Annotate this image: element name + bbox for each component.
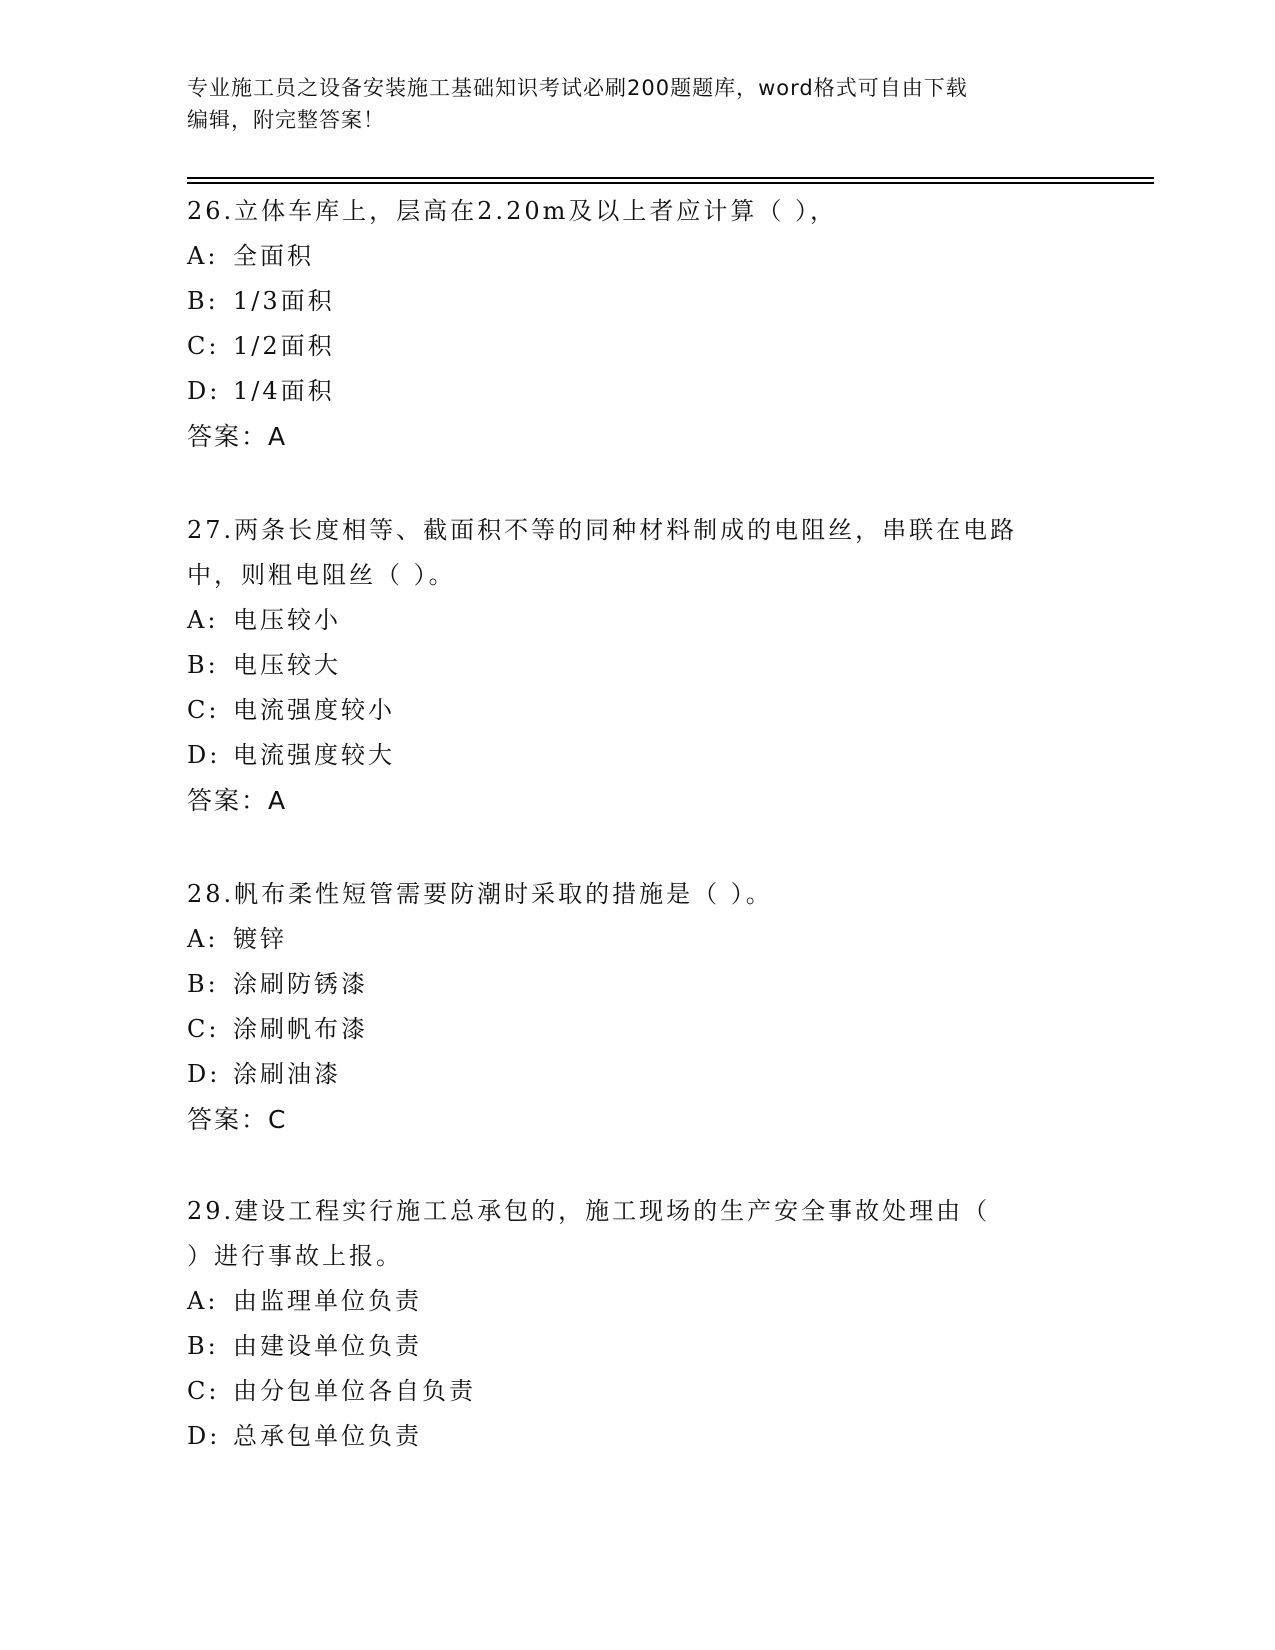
option-key: C: [187,332,220,360]
question-26 [187,189,1087,459]
option-a [187,234,1087,279]
answer-label: 答案：A [187,422,288,451]
option-text: 由建设单位负责 [233,1332,422,1360]
option-d [187,733,1087,778]
option-key: C: [187,1377,220,1405]
option-text: 1/2面积 [233,332,335,360]
question-29 [187,1189,1087,1459]
option-key: D: [187,1422,221,1450]
option-text: 镀锌 [233,925,287,953]
option-text: 全面积 [233,242,314,270]
option-text: 电流强度较小 [233,696,395,724]
option-key: A: [187,242,219,270]
option-key: B: [187,970,219,998]
header-divider-top [187,177,1154,179]
option-text: 由监理单位负责 [233,1287,422,1315]
option-text: 由分包单位各自负责 [233,1377,476,1405]
option-text: 涂刷帆布漆 [233,1015,368,1043]
option-c [187,688,1087,733]
option-b [187,1324,1087,1369]
question-stem: 28.帆布柔性短管需要防潮时采取的措施是（ ）。 [187,880,773,908]
option-a [187,917,1087,962]
option-key: B: [187,1332,219,1360]
option-b [187,962,1087,1007]
option-c [187,1369,1087,1414]
question-stem: 29.建设工程实行施工总承包的，施工现场的生产安全事故处理由（ [187,1197,991,1225]
option-d [187,1052,1087,1097]
option-text: 1/4面积 [233,377,335,405]
option-b [187,279,1087,324]
option-c [187,1007,1087,1052]
option-text: 电压较小 [233,606,341,634]
option-key: C: [187,1015,220,1043]
option-text: 1/3面积 [233,287,335,315]
option-key: A: [187,925,219,953]
question-28 [187,872,1087,1142]
option-text: 电压较大 [233,651,341,679]
question-stem-continued: 中，则粗电阻丝（ ）。 [187,561,456,589]
option-key: B: [187,287,219,315]
option-a [187,1279,1087,1324]
option-c [187,324,1087,369]
header-line-2: 编辑，附完整答案！ [187,108,385,132]
question-stem-continued: ）进行事故上报。 [187,1242,403,1270]
option-text: 涂刷油漆 [233,1060,341,1088]
option-d [187,1414,1087,1459]
header-line-1: 专业施工员之设备安装施工基础知识考试必刷200题题库，word格式可自由下载 [187,76,968,100]
header-divider-bottom [187,182,1154,184]
option-key: D: [187,741,221,769]
option-key: D: [187,377,221,405]
question-stem: 27.两条长度相等、截面积不等的同种材料制成的电阻丝，串联在电路 [187,516,1018,544]
option-text: 总承包单位负责 [233,1422,422,1450]
answer-label: 答案：A [187,786,288,815]
option-key: A: [187,606,219,634]
option-d [187,369,1087,414]
question-27 [187,508,1087,823]
document-header [187,72,1057,136]
option-b [187,643,1087,688]
option-text: 电流强度较大 [233,741,395,769]
option-key: C: [187,696,220,724]
option-a [187,598,1087,643]
option-key: B: [187,651,219,679]
answer-label: 答案：C [187,1105,288,1134]
question-stem: 26.立体车库上，层高在2.20m及以上者应计算（ ）， [187,197,837,225]
option-text: 涂刷防锈漆 [233,970,368,998]
option-key: A: [187,1287,219,1315]
option-key: D: [187,1060,221,1088]
